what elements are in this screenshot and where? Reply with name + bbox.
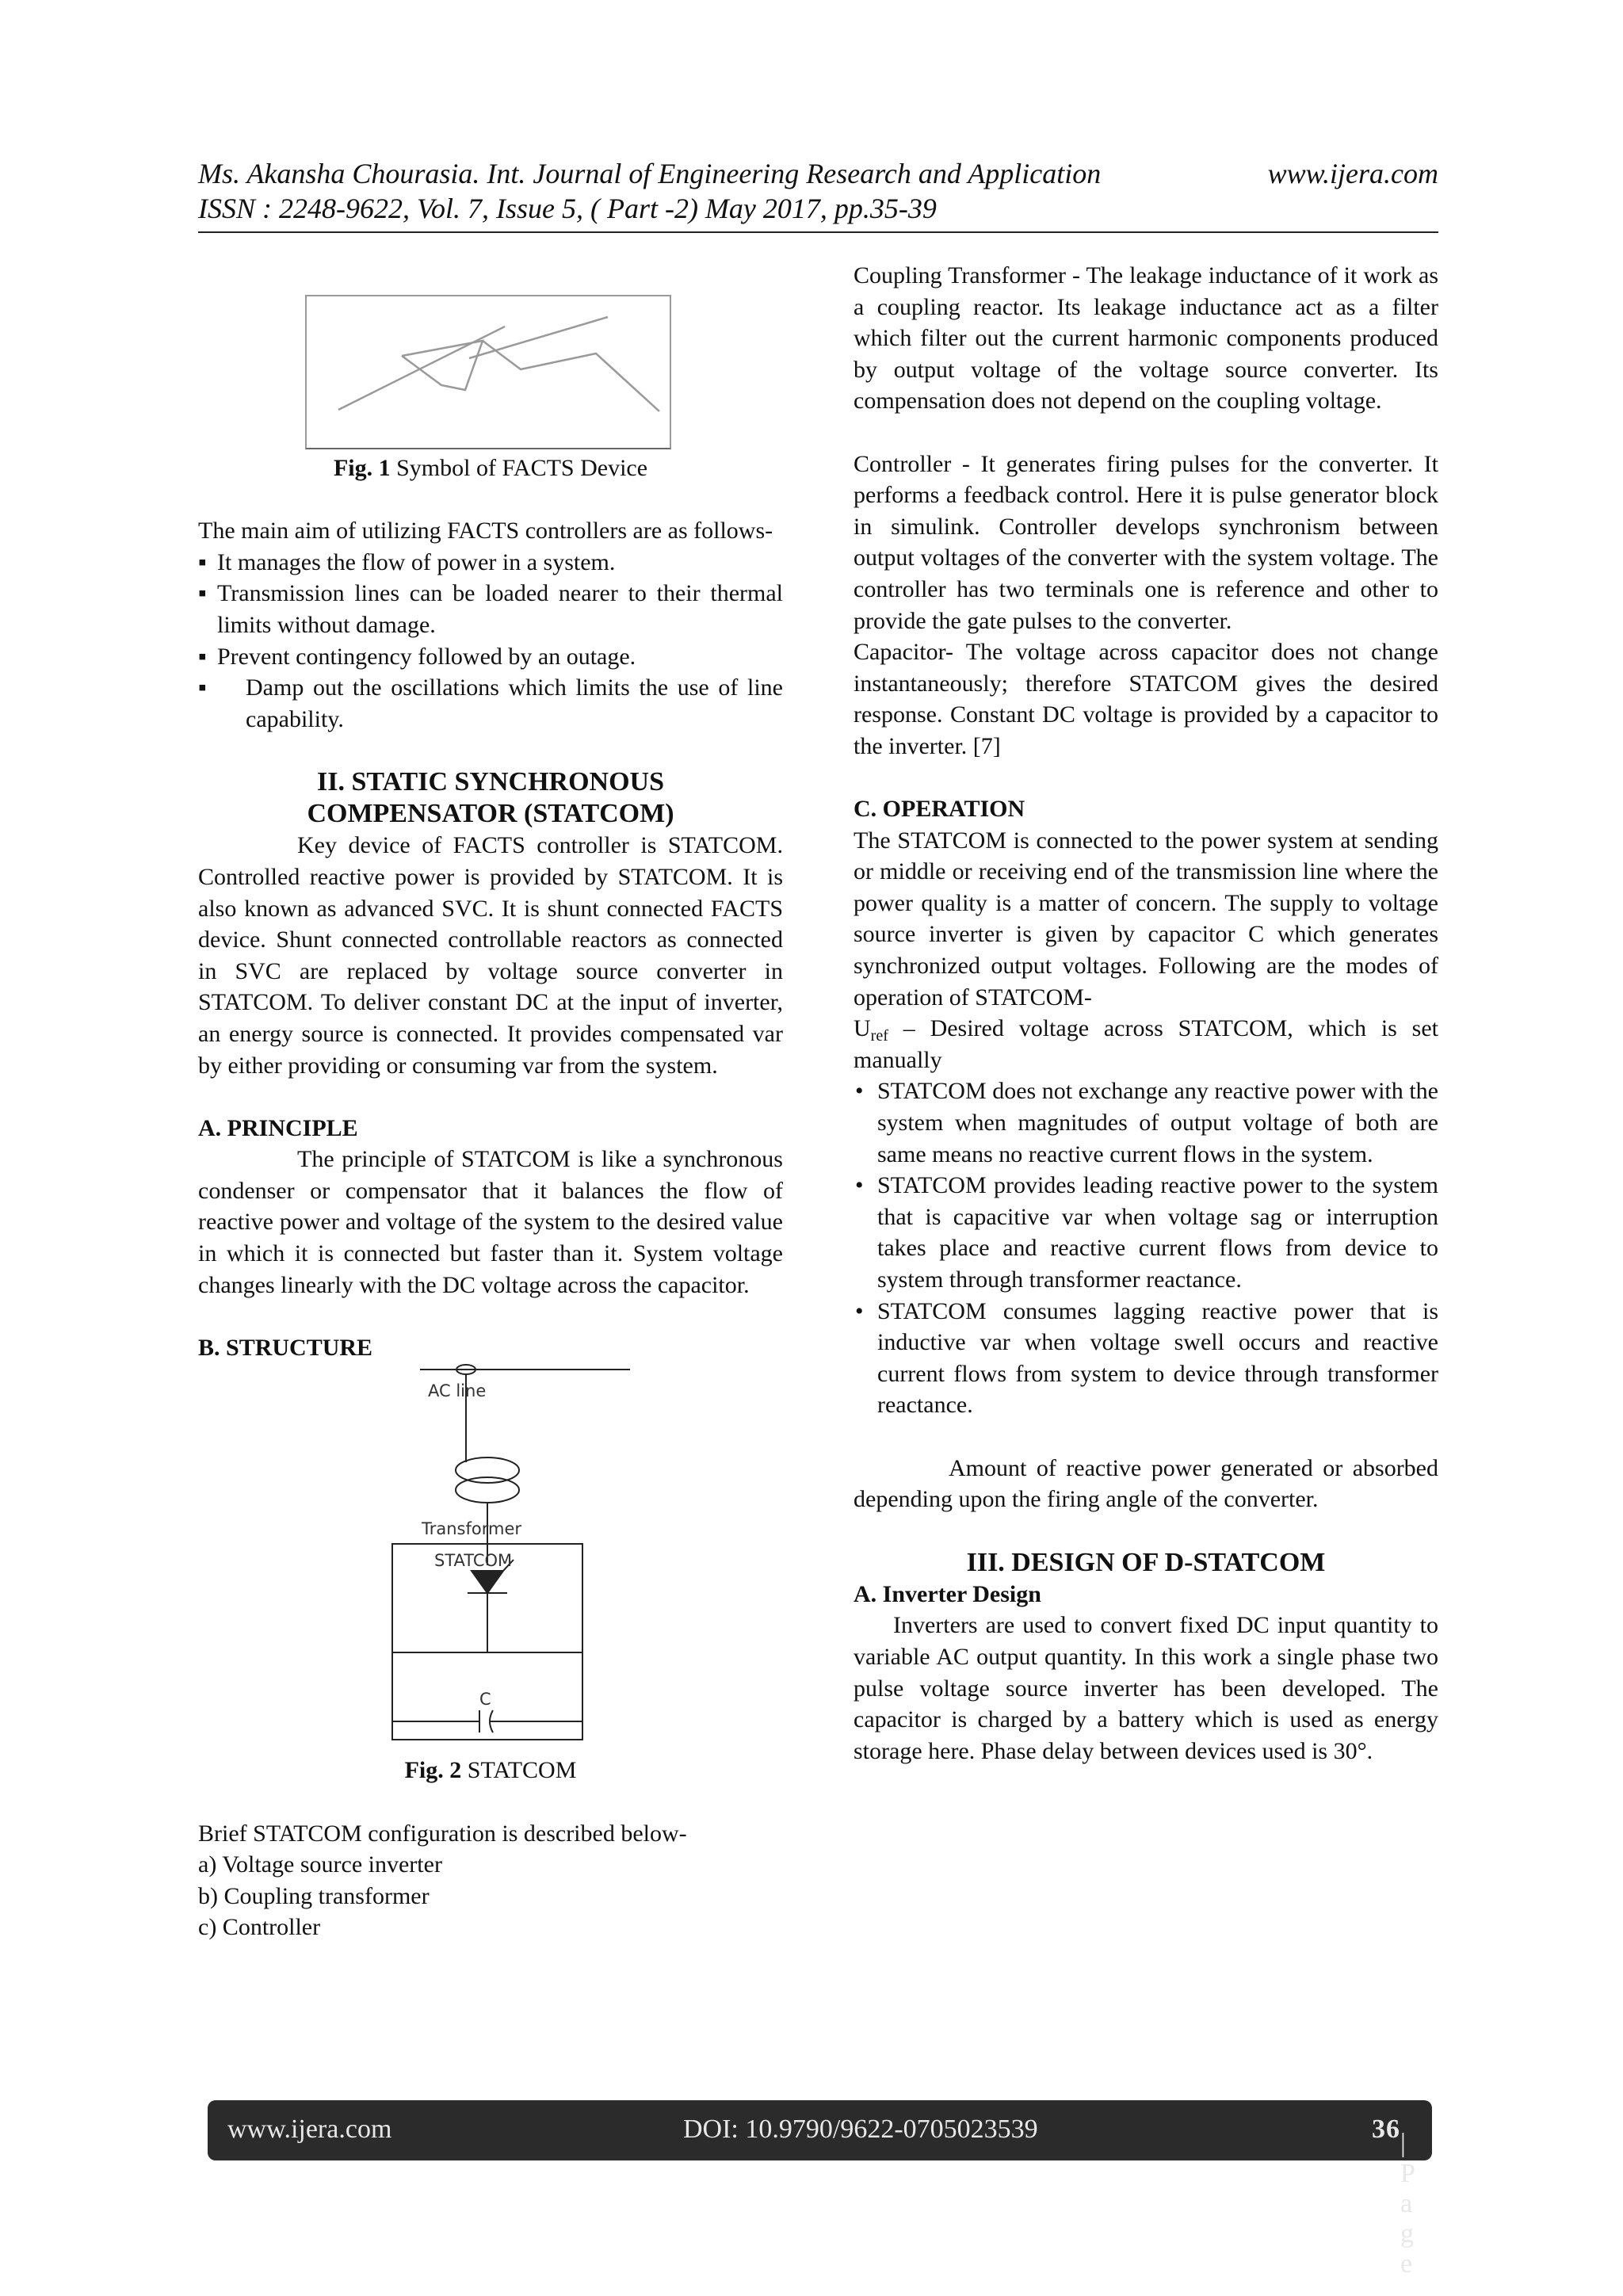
list-item: • STATCOM provides leading reactive power to the system that is capacitive var when voltage sag or interruption takes place and reactive current flows from device to system through transformer reactance. xyxy=(854,1170,1438,1295)
footer-doi[interactable]: DOI: 10.9790/9622-0705023539 xyxy=(683,2115,1038,2144)
fig2-caption xyxy=(198,1755,783,1786)
facts-aims-list xyxy=(198,547,783,735)
running-header-line1 xyxy=(198,156,1438,191)
section-3-title: III. DESIGN OF D-STATCOM xyxy=(966,1547,1326,1577)
list-item: • STATCOM consumes lagging reactive power that is inductive var when voltage swell occurs and reactive current flows from system to device through transformer reactance. xyxy=(854,1296,1438,1421)
fig1-caption-text: Symbol of FACTS Device xyxy=(390,455,648,481)
statcom-label: STATCOM xyxy=(434,1551,513,1571)
page-number xyxy=(1372,2115,1415,2279)
fig1-image xyxy=(305,295,671,449)
transformer-winding-top xyxy=(456,1457,519,1483)
section-2-title-line2: COMPENSATOR (STATCOM) xyxy=(307,799,674,829)
fig1-caption xyxy=(198,453,783,484)
uref-definition xyxy=(854,1013,1438,1075)
header-rule xyxy=(198,231,1438,233)
section-2-title xyxy=(198,766,783,830)
journal-url[interactable]: www.ijera.com xyxy=(1267,158,1438,189)
coupling-transformer-paragraph: Coupling Transformer - The leakage inductance of it work as a coupling reactor. Its leakage inductance act as a filter which filter out the current harmonic components produced by output voltage of the voltage source converter. Its compensation does not depend on the coupling voltage. xyxy=(854,262,1438,415)
config-item: a) Voltage source inverter xyxy=(198,1851,442,1878)
left-column xyxy=(198,262,783,1943)
structure-heading: B. STRUCTURE xyxy=(198,1334,373,1361)
right-column xyxy=(854,260,1438,1767)
list-item: ▪ Prevent contingency followed by an outage. xyxy=(198,641,783,673)
operation-heading: C. OPERATION xyxy=(854,796,1025,823)
controller-paragraph: Controller - It generates firing pulses for the converter. It performs a feedback control. Here it is pulse generator block in simulink. Controller develops synchronism between output voltages of the converter with the system voltage. The controller has two terminals one is reference and other to provide the gate pulses to the converter. xyxy=(854,450,1438,634)
inverter-design-paragraph: Inverters are used to convert fixed DC input quantity to variable AC output quantity. In this work a single phase two pulse voltage source inverter has been developed. The capacitor is charged by a battery which is used as energy storage here. Phase delay between devices used is 30°. xyxy=(854,1612,1438,1764)
uref-text: – Desired voltage across STATCOM, which is set manually xyxy=(854,1015,1438,1073)
fig2-caption-text: STATCOM xyxy=(461,1757,577,1784)
section-2-title-line1: II. STATIC SYNCHRONOUS xyxy=(317,767,664,797)
ac-line-label: AC line xyxy=(428,1381,487,1401)
section-2-paragraph: Key device of FACTS controller is STATCOM. Controlled reactive power is provided by STATCOM. It is also known as advanced SVC. It is shunt connected FACTS device. Shunt connected controllable reactors as connected in SVC are replaced by voltage source converter in STATCOM. To deliver constant DC at the input of inverter, an energy source is connected. It provides compensated var by either providing or consuming var from the system. xyxy=(198,832,783,1079)
fig2-statcom-diagram xyxy=(198,1363,783,1752)
operation-paragraph: The STATCOM is connected to the power system at sending or middle or receiving end of the transmission line where the power quality is a matter of concern. The supply to voltage source inverter is given by capacitor C which generates synchronized output voltages. Following are the modes of operation of STATCOM- xyxy=(854,827,1438,1010)
fig1-label: Fig. 1 xyxy=(333,455,391,481)
footer-url[interactable]: www.ijera.com xyxy=(227,2115,392,2144)
facts-symbol-drawing xyxy=(307,296,673,451)
operation-modes-list xyxy=(854,1075,1438,1421)
page-number-value: 36 xyxy=(1372,2115,1400,2144)
list-item: • STATCOM does not exchange any reactive power with the system when magnitudes of output voltage of both are same means no reactive current flows in the system. xyxy=(854,1075,1438,1170)
uref-subscript: ref xyxy=(870,1027,888,1045)
capacitor-paragraph: Capacitor- The voltage across capacitor does not change instantaneously; therefore STATCOM gives the desired response. Constant DC voltage is provided by a capacitor to the inverter. [7] xyxy=(854,639,1438,759)
list-item: ▪ Transmission lines can be loaded nearer to their thermal limits without damage. xyxy=(198,578,783,640)
running-header-line2: ISSN : 2248-9622, Vol. 7, Issue 5, ( Part -2) May 2017, pp.35-39 xyxy=(198,193,937,224)
page-footer xyxy=(208,2100,1432,2279)
amount-paragraph: Amount of reactive power generated or absorbed depending upon the firing angle of the converter. xyxy=(854,1454,1438,1513)
facts-intro: The main aim of utilizing FACTS controllers are as follows- xyxy=(198,518,773,544)
config-item: b) Coupling transformer xyxy=(198,1882,430,1909)
config-intro: Brief STATCOM configuration is described below- xyxy=(198,1820,687,1847)
inverter-design-heading: A. Inverter Design xyxy=(854,1580,1041,1607)
fig2-label: Fig. 2 xyxy=(404,1757,462,1784)
list-item: ▪ It manages the flow of power in a system. xyxy=(198,547,783,579)
principle-heading: A. PRINCIPLE xyxy=(198,1114,358,1141)
capacitor-label: C xyxy=(479,1690,491,1710)
transformer-label: Transformer xyxy=(422,1519,522,1539)
page-label: | P a g e xyxy=(1400,2129,1415,2279)
journal-citation: Ms. Akansha Chourasia. Int. Journal of Engineering Research and Application xyxy=(198,158,1102,189)
list-item: ▪ Damp out the oscillations which limits the use of line capability. xyxy=(198,672,783,735)
config-item: c) Controller xyxy=(198,1914,321,1941)
uref-symbol: U xyxy=(854,1015,871,1042)
transformer-winding-bottom xyxy=(456,1477,519,1503)
principle-paragraph: The principle of STATCOM is like a synchronous condenser or compensator that it balances the flow of reactive power and voltage of the system to the desired value in which it is connected but faster than it. System voltage changes linearly with the DC voltage across the capacitor. xyxy=(198,1146,783,1298)
